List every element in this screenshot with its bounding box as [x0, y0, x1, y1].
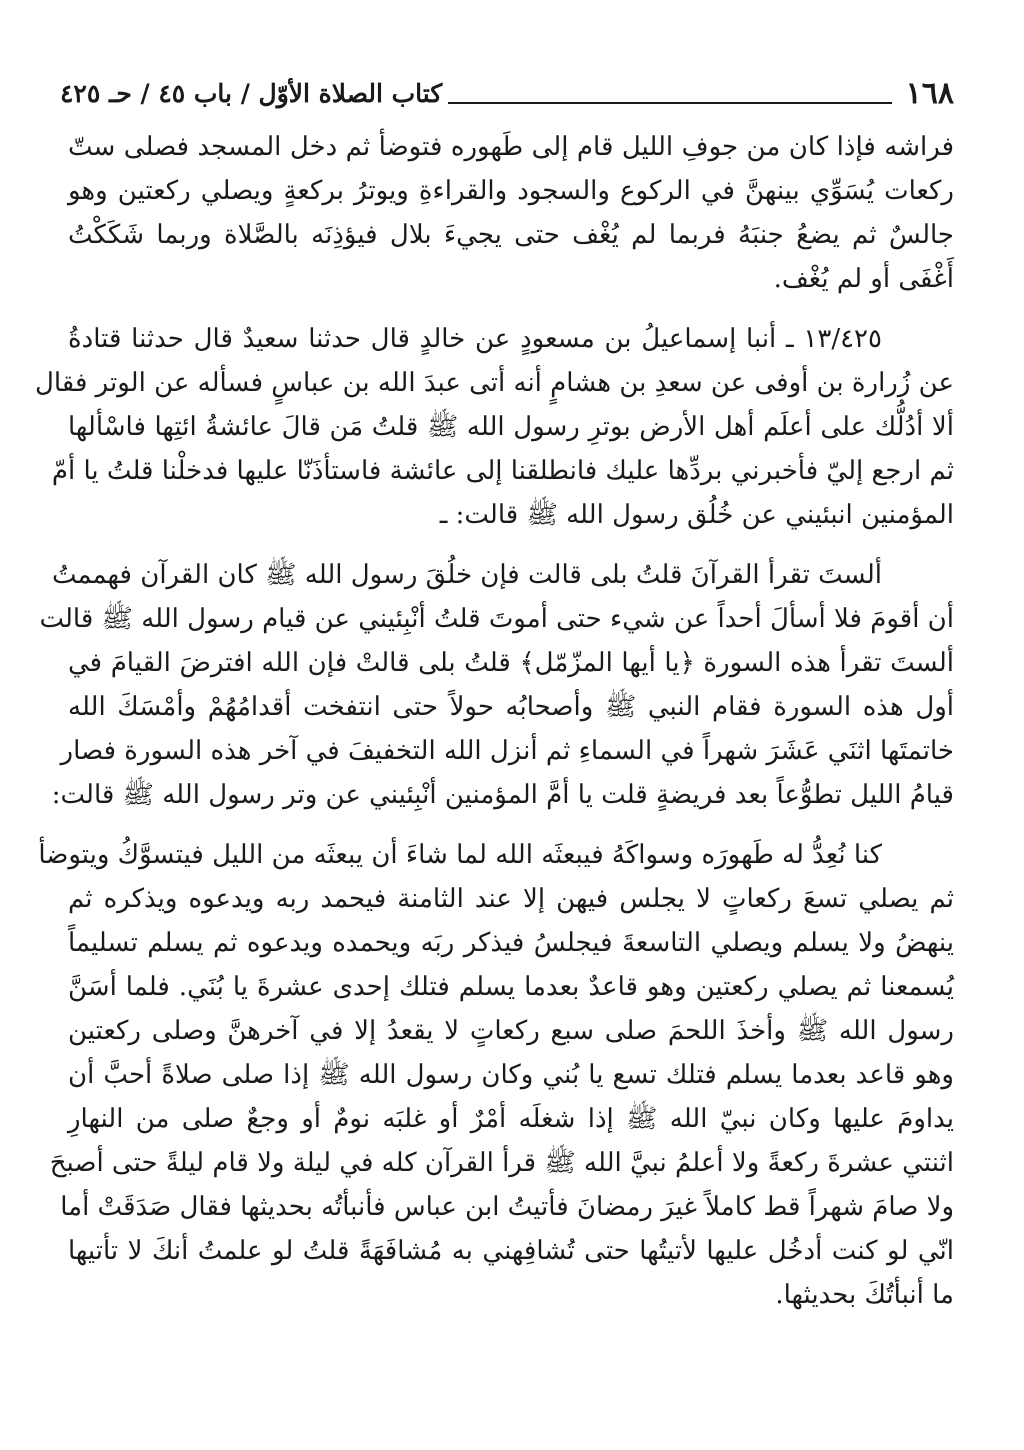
text-line: ١٣/٤٢٥ ـ أنبا إسماعيلُ بن مسعودٍ عن خالدٍ قال حدثنا سعيدٌ قال حدثنا قتادةُ [68, 324, 882, 354]
text-line: انّي لو كنت أدخُل عليها لأتيتُها حتى تُشافِهني به مُشافَهَةً قلتُ لو علمتُ أنكَ لا تأتيها [68, 1236, 954, 1266]
text-line: ركعات يُسَوِّي بينهنَّ في الركوع والسجود والقراءةِ ويوترُ بركعةٍ ويصلي ركعتين وهو [68, 176, 954, 206]
text-line: قيامُ الليل تطوُّعاً بعد فريضةٍ قلت يا أمَّ المؤمنين أنْبِئيني عن وتر رسول الله ﷺ قالت: [51, 780, 954, 810]
text-line: المؤمنين انبئيني عن خُلُق رسول الله ﷺ قالت: ـ [439, 500, 954, 530]
text-line: جالسٌ ثم يضعُ جنبَهُ فربما لم يُغْف حتى يجيءَ بلال فيؤذِنَه بالصَّلاة وربما شَكَكْتُ [68, 220, 954, 250]
text-line: ألستَ تقرأ القرآنَ قلتُ بلى قالت فإن خلُقَ رسول الله ﷺ كان القرآن فهممتُ [51, 560, 882, 590]
body-text [34, 125, 954, 1317]
page-header [60, 74, 954, 114]
text-line: ما أنبأتُكَ بحديثها. [775, 1280, 954, 1310]
text-line: يُسمعنا ثم يصلي ركعتين وهو قاعدٌ بعدما يسلم فتلك إحدى عشرةَ يا بُنَي. فلما أسَنَّ [68, 972, 954, 1002]
paragraph-gap [68, 537, 954, 553]
text-line: رسول الله ﷺ وأخذَ اللحمَ صلى سبع ركعاتٍ لا يقعدُ إلا في آخرهنَّ وصلى ركعتين [68, 1016, 954, 1046]
text-line: ينهضُ ولا يسلم ويصلي التاسعةَ فيجلسُ فيذكر ربَه ويحمده ويدعوه ثم يسلم تسليماً [68, 928, 954, 958]
paragraph-hadith-425-13 [34, 317, 954, 537]
text-line: فراشه فإذا كان من جوفِ الليل قام إلى طَهوره فتوضأ ثم دخل المسجد فصلى ستّ [68, 132, 954, 162]
text-line: وهو قاعد بعدما يسلم فتلك تسع يا بُني وكان رسول الله ﷺ إذا صلى صلاةً أحبَّ أن [68, 1060, 954, 1090]
text-line: ثم ارجع إليّ فأخبرني بردِّها عليك فانطلقنا إلى عائشة فاستأذَنّا عليها فدخلْنا قلتُ يا أمّ [51, 456, 954, 486]
text-line: اثنتي عشرةَ ركعةً ولا أعلمُ نبيَّ الله ﷺ قرأ القرآن كله في ليلة ولا قام ليلةً حتى أصبحَ [49, 1148, 954, 1178]
text-line: ثم يصلي تسعَ ركعاتٍ لا يجلس فيهن إلا عند الثامنة فيحمد ربه ويدعوه ويذكره ثم [68, 884, 954, 914]
text-line: أَغْفَى أو لم يُغْف. [773, 264, 954, 294]
header-rule [448, 102, 891, 104]
text-line: ألستَ تقرأ هذه السورة ﴿يا أيها المزّمّل﴾ قلتُ بلى قالتْ فإن الله افترضَ القيامَ في [68, 648, 954, 678]
text-line: أن أقومَ فلا أسألَ أحداً عن شيء حتى أموتَ قلتُ أنْبِئيني عن قيام رسول الله ﷺ قالت [39, 604, 954, 634]
running-head: كتاب الصلاة الأوّل / باب ٤٥ / حـ ٤٢٥ [60, 79, 443, 108]
page-number: ١٦٨ [905, 76, 954, 111]
paragraph-narration-1 [39, 553, 954, 817]
text-line: ولا صامَ شهراً قط كاملاً غيرَ رمضانَ فأتيتُ ابن عباس فأنبأتُه بحديثها فقال صَدَقَتْ أما [60, 1192, 954, 1222]
paragraph-narration-2 [38, 833, 954, 1317]
text-line: ألا أدُلُّك على أعلَم أهل الأرض بوترِ رسول الله ﷺ قلتُ مَن قالَ عائشةُ ائتِها فاسْألها [68, 412, 954, 442]
text-line: عن زُرارة بن أوفى عن سعدِ بن هشامٍ أنه أتى عبدَ الله بن عباسٍ فسأله عن الوتر فقال [34, 368, 954, 398]
text-line: كنا نُعِدُّ له طَهورَه وسواكَهُ فيبعثَه الله لما شاءَ أن يبعثَه من الليل فيتسوَّكُ ويتوضأ [38, 840, 882, 870]
text-line: أول هذه السورة فقام النبي ﷺ وأصحابُه حولاً حتى انتفخت أقدامُهُمْ وأمْسَكَ الله [68, 692, 954, 722]
text-line: خاتمتَها اثنَي عَشَرَ شهراً في السماءِ ثم أنزل الله التخفيفَ في آخر هذه السورة فصار [60, 736, 954, 766]
paragraph-continuation [68, 125, 954, 301]
paragraph-gap [68, 817, 954, 833]
text-line: يداومَ عليها وكان نبيّ الله ﷺ إذا شغلَه أمْرٌ أو غلبَه نومٌ أو وجعٌ صلى من النهارِ [68, 1104, 954, 1134]
paragraph-gap [68, 301, 954, 317]
